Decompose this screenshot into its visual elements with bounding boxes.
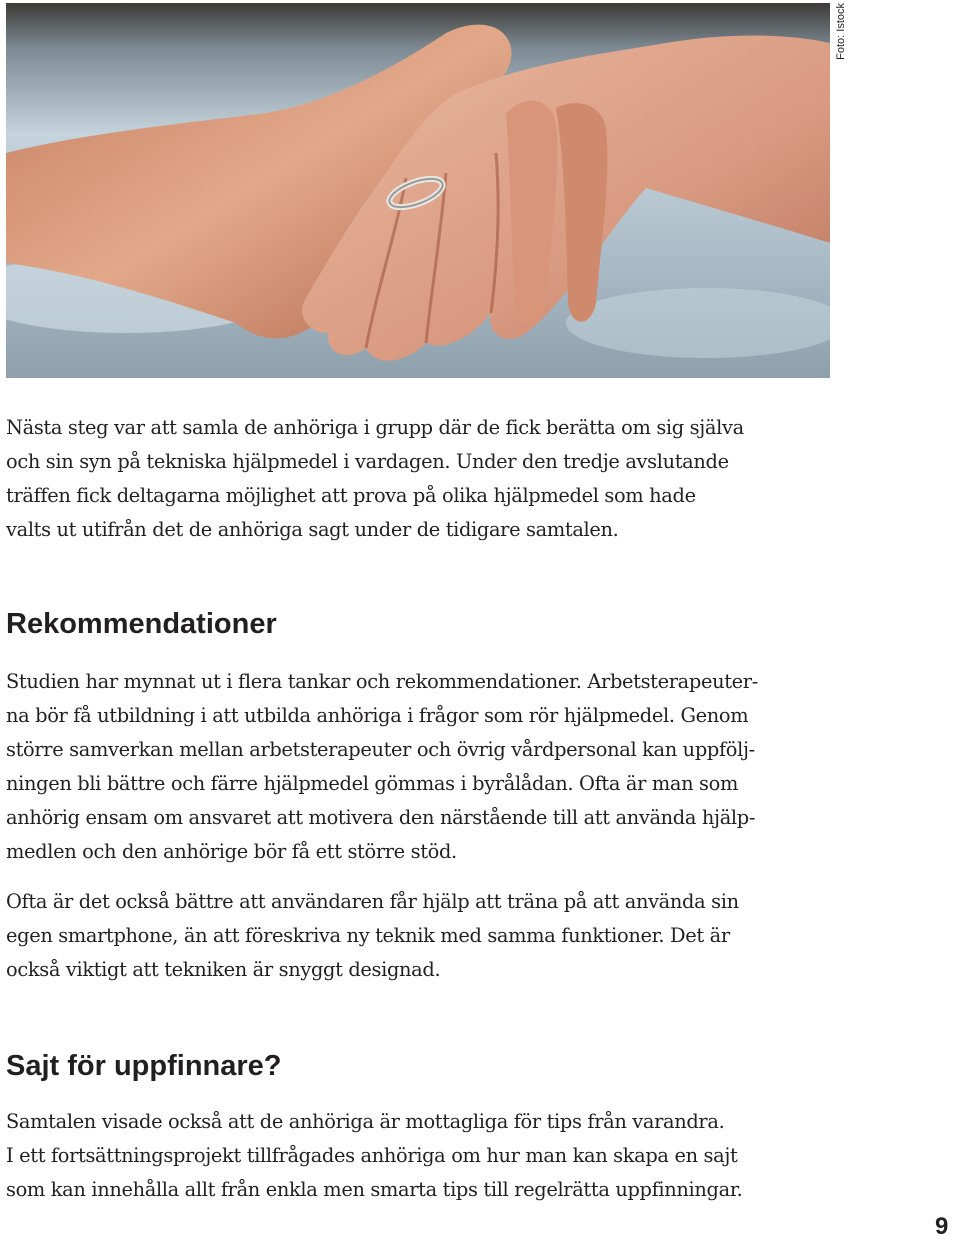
text-line: som kan innehålla allt från enkla men smarta tips till regelrätta uppfinningar. bbox=[6, 1178, 743, 1201]
text-line: na bör få utbildning i att utbilda anhöriga i frågor som rör hjälpmedel. Genom bbox=[6, 704, 749, 727]
text-line: och sin syn på tekniska hjälpmedel i vardagen. Under den tredje avslutande bbox=[6, 450, 729, 473]
text-line: ningen bli bättre och färre hjälpmedel gömmas i byrålådan. Ofta är man som bbox=[6, 772, 739, 795]
recommendations-paragraph-2 bbox=[6, 885, 826, 987]
section-heading-rekommendationer: Rekommendationer bbox=[6, 608, 277, 640]
intro-paragraph bbox=[6, 411, 826, 547]
page-number: 9 bbox=[935, 1213, 949, 1240]
section-heading-sajt: Sajt för uppfinnare? bbox=[6, 1050, 282, 1082]
text-line: Nästa steg var att samla de anhöriga i grupp där de fick berätta om sig själva bbox=[6, 416, 744, 439]
text-line: valts ut utifrån det de anhöriga sagt under de tidigare samtalen. bbox=[6, 518, 619, 541]
text-line: anhörig ensam om ansvaret att motivera den närstående till att använda hjälp- bbox=[6, 806, 756, 829]
text-line: egen smartphone, än att föreskriva ny teknik med samma funktioner. Det är bbox=[6, 924, 730, 947]
text-line: medlen och den anhörige bör få ett större stöd. bbox=[6, 840, 457, 863]
photo-credit: Foto: Istock bbox=[835, 3, 847, 60]
text-line: också viktigt att tekniken är snyggt designad. bbox=[6, 958, 441, 981]
hands-photo bbox=[6, 3, 830, 378]
text-line: Ofta är det också bättre att användaren får hjälp att träna på att använda sin bbox=[6, 890, 739, 913]
text-line: Samtalen visade också att de anhöriga är mottagliga för tips från varandra. bbox=[6, 1110, 725, 1133]
text-line: I ett fortsättningsprojekt tillfrågades anhöriga om hur man kan skapa en sajt bbox=[6, 1144, 738, 1167]
text-line: Studien har mynnat ut i flera tankar och rekommendationer. Arbetsterapeuter- bbox=[6, 670, 758, 693]
recommendations-paragraph-1 bbox=[6, 665, 826, 869]
text-line: större samverkan mellan arbetsterapeuter och övrig vårdpersonal kan uppfölj- bbox=[6, 738, 755, 761]
sajt-paragraph bbox=[6, 1105, 826, 1207]
text-line: träffen fick deltagarna möjlighet att prova på olika hjälpmedel som hade bbox=[6, 484, 696, 507]
